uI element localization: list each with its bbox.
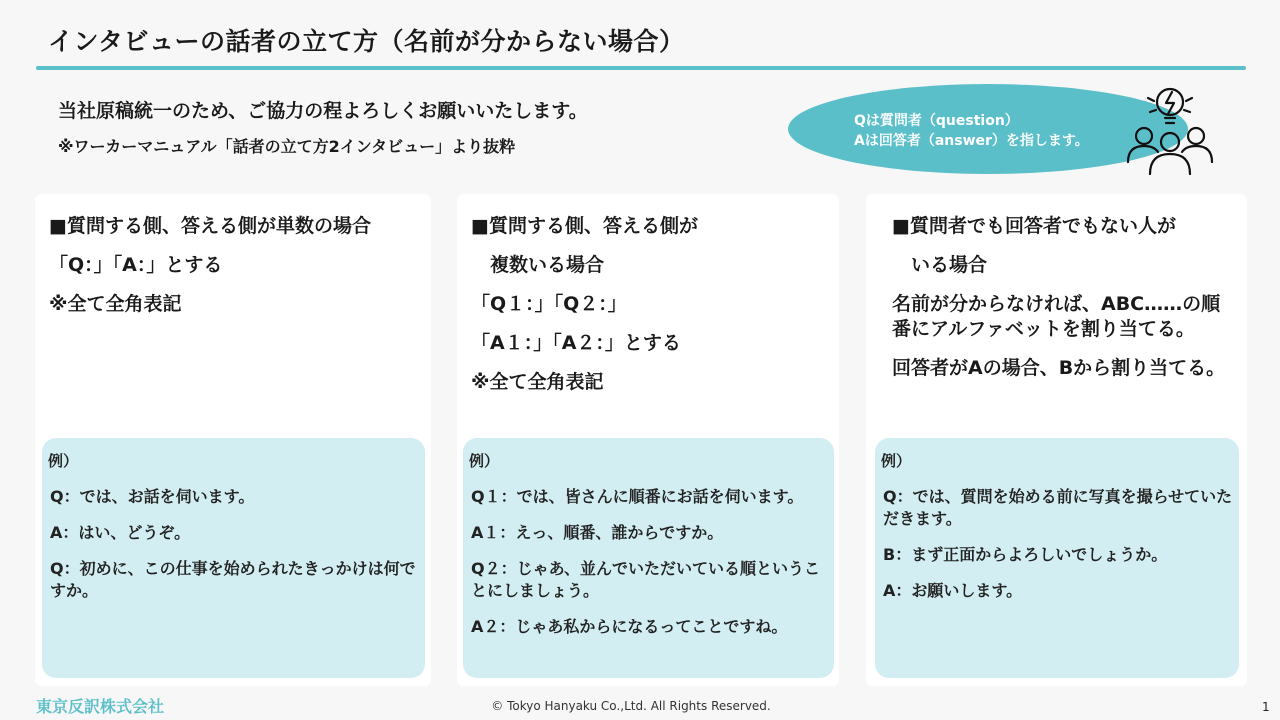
example-label: 例） bbox=[469, 452, 500, 470]
card-line: ※全て全角表記 bbox=[471, 371, 604, 393]
example-line: Q：では、質問を始める前に写真を撮らせていただきます。 bbox=[883, 487, 1233, 528]
card-line: 「A１：」「A２：」とする bbox=[471, 332, 681, 354]
example-line: Q１：では、皆さんに順番にお話を伺います。 bbox=[471, 487, 804, 506]
example-line: A１：えっ、順番、誰からですか。 bbox=[471, 523, 724, 542]
card-line: ■質問する側、答える側が単数の場合 bbox=[49, 215, 371, 237]
intro-note-text: ※ワーカーマニュアル「話者の立て方2インタビュー」より抜粋 bbox=[58, 137, 516, 156]
card-line: ※全て全角表記 bbox=[49, 293, 182, 315]
rule-card-third-party bbox=[866, 194, 1247, 686]
card-rule-text bbox=[49, 214, 421, 331]
page-number: 1 bbox=[1262, 700, 1270, 714]
page-title: インタビューの話者の立て方（名前が分からない場合） bbox=[48, 27, 685, 56]
example-line: B：まず正面からよろしいでしょうか。 bbox=[883, 545, 1168, 564]
intro-main-text: 当社原稿統一のため、ご協力の程よろしくお願いいたします。 bbox=[58, 100, 588, 122]
card-line: 名前が分からなければ、ABC……の順番にアルファベットを割り当てる。 bbox=[892, 293, 1221, 340]
example-label: 例） bbox=[48, 452, 79, 470]
example-box bbox=[875, 438, 1239, 678]
example-box bbox=[42, 438, 425, 678]
example-box bbox=[463, 438, 834, 678]
example-line: A：お願いします。 bbox=[883, 581, 1023, 600]
example-label: 例） bbox=[881, 452, 912, 470]
example-line: Q：初めに、この仕事を始められたきっかけは何ですか。 bbox=[50, 559, 416, 600]
card-line: 複数いる場合 bbox=[471, 254, 605, 276]
card-line: ■質問者でも回答者でもない人が bbox=[892, 215, 1176, 237]
bubble-line-answer: Aは回答者（answer）を指します。 bbox=[854, 133, 1089, 149]
example-line: Q：では、お話を伺います。 bbox=[50, 487, 255, 506]
people-idea-icon bbox=[1120, 82, 1220, 178]
card-rule-text bbox=[471, 214, 829, 409]
card-line: 「Q１：」「Q２：」 bbox=[471, 293, 627, 315]
card-line: いる場合 bbox=[892, 254, 988, 276]
copyright-text: © Tokyo Hanyaku Co.,Ltd. All Rights Reserved. bbox=[491, 699, 771, 713]
rule-card-multiple bbox=[457, 194, 839, 686]
title-divider bbox=[36, 66, 1246, 70]
example-line: A：はい、どうぞ。 bbox=[50, 523, 191, 542]
card-line: ■質問する側、答える側が bbox=[471, 215, 698, 237]
company-logo: 東京反訳株式会社 bbox=[36, 697, 165, 716]
example-line: A２：じゃあ私からになるってことですね。 bbox=[471, 617, 788, 636]
bubble-line-question: Qは質問者（question） bbox=[854, 113, 1019, 129]
example-line: Q２：じゃあ、並んでいただいている順ということにしましょう。 bbox=[471, 559, 820, 600]
card-rule-text bbox=[892, 214, 1237, 395]
card-line: 「Q：」「A：」とする bbox=[49, 254, 223, 276]
card-line: 回答者がAの場合、Bから割り当てる。 bbox=[892, 357, 1226, 379]
rule-card-single bbox=[35, 194, 431, 686]
